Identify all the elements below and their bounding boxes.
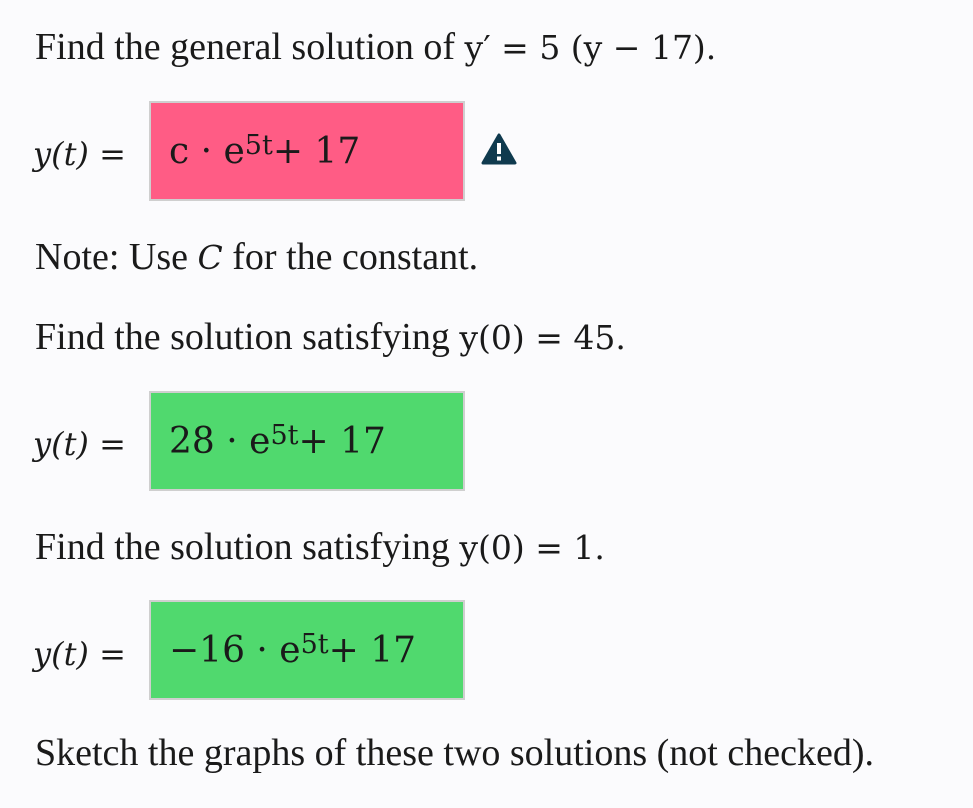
answer-exponent: 5t <box>244 129 273 161</box>
answer-tail: + 17 <box>272 130 361 172</box>
note-text-after: for the constant. <box>222 236 479 278</box>
answer-label: y(t) = <box>33 635 126 673</box>
answer-tail: + 17 <box>298 420 386 462</box>
constant-symbol: C <box>197 238 223 277</box>
question-text: Find the solution satisfying <box>35 316 460 358</box>
sketch-instruction: Sketch the graphs of these two solutions (not checked). <box>35 732 874 774</box>
answer-label: y(t) = <box>33 425 126 463</box>
initial-condition: y(0) = 1. <box>459 528 605 567</box>
question-general-solution <box>35 28 716 66</box>
question-initial-value-1 <box>35 528 605 566</box>
answer-exponent: 5t <box>300 628 329 660</box>
answer-coefficient: 28 · e <box>169 420 271 462</box>
solution-input-1[interactable] <box>149 600 465 700</box>
general-solution-input[interactable] <box>149 101 465 201</box>
answer-tail: + 17 <box>328 629 417 671</box>
warning-icon[interactable] <box>481 133 517 165</box>
answer-exponent: 5t <box>270 419 299 451</box>
answer-label: y(t) = <box>33 135 126 173</box>
differential-equation: y′ = 5 (y − 17). <box>464 28 717 67</box>
answer-coefficient: −16 · e <box>169 629 301 671</box>
constant-note <box>35 238 478 276</box>
question-initial-value-45 <box>35 318 626 356</box>
question-text: Find the general solution of <box>35 26 465 68</box>
initial-condition: y(0) = 45. <box>459 318 626 357</box>
note-text-before: Note: Use <box>35 236 198 278</box>
question-text: Find the solution satisfying <box>35 526 460 568</box>
answer-coefficient: c · e <box>169 130 245 172</box>
solution-input-45[interactable] <box>149 391 465 491</box>
